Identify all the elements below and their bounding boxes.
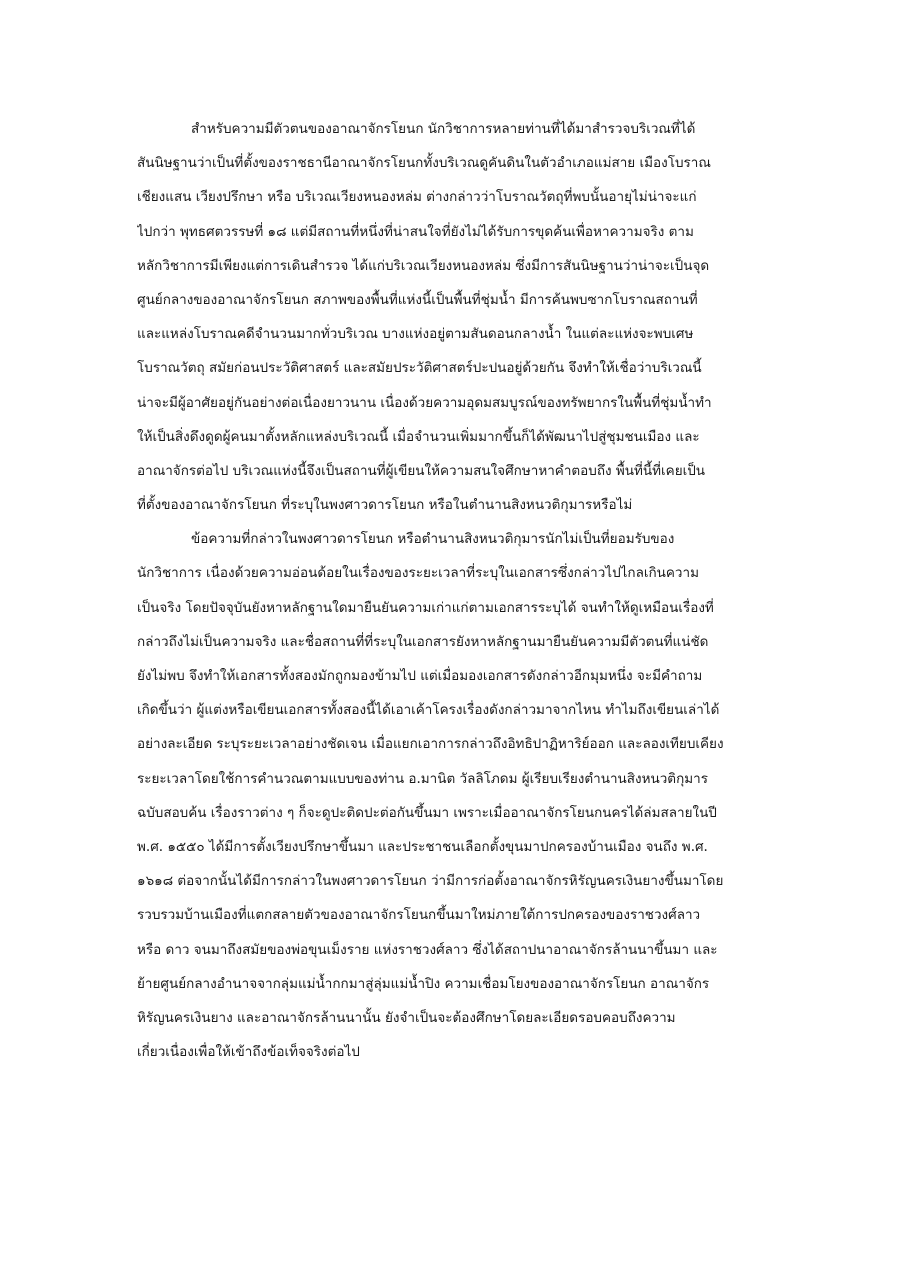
paragraph-2: [137, 522, 793, 1069]
text-line: โบราณวัตถุ สมัยก่อนประวัติศาสตร์ และสมัยประวัติศาสตร์ปะปนอยู่ด้วยกัน จึงทำให้เชื่อว่าบริเวณนี้: [137, 360, 702, 377]
text-line: อย่างละเอียด ระบุระยะเวลาอย่างชัดเจน เมื่อแยกเอาการกล่าวถึงอิทธิปาฏิหาริย์ออก และลองเทียบเคียง: [137, 736, 724, 753]
text-line: ๑๖๑๘ ต่อจากนั้นได้มีการกล่าวในพงศาวดารโยนก ว่ามีการก่อตั้งอาณาจักรหิรัญนครเงินยางขึ้นมาโดย: [137, 873, 724, 890]
text-line: นักวิชาการ เนื่องด้วยความอ่อนด้อยในเรื่องของระยะเวลาที่ระบุในเอกสารซึ่งกล่าวไปไกลเกินความ: [137, 565, 699, 582]
text-line: หลักวิชาการมีเพียงแต่การเดินสำรวจ ได้แก่บริเวณเวียงหนองหล่ม ซึ่งมีการสันนิษฐานว่าน่าจะเป็นจุด: [137, 257, 710, 274]
text-line: ให้เป็นสิ่งดึงดูดผู้คนมาตั้งหลักแหล่งบริเวณนี้ เมื่อจำนวนเพิ่มมากขึ้นก็ได้พัฒนาไปสู่ชุมชนเมือง และ: [137, 428, 700, 445]
text-line: พ.ศ. ๑๕๕๐ ได้มีการตั้งเวียงปรึกษาขึ้นมา และประชาชนเลือกตั้งขุนมาปกครองบ้านเมือง จนถึง พ.ศ.: [137, 838, 708, 855]
text-line: น่าจะมีผู้อาศัยอยู่กันอย่างต่อเนื่องยาวนาน เนื่องด้วยความอุดมสมบูรณ์ของทรัพยากรในพื้นที่ชุ่มน้ำทำ: [137, 394, 712, 411]
text-line: รวบรวมบ้านเมืองที่แตกสลายตัวของอาณาจักรโยนกขึ้นมาใหม่ภายใต้การปกครองของราชวงศ์ลาว: [137, 907, 701, 924]
text-line: และแหล่งโบราณคดีจำนวนมากทั่วบริเวณ บางแห่งอยู่ตามสันดอนกลางน้ำ ในแต่ละแห่งจะพบเศษ: [137, 326, 694, 343]
text-line: หรือ ดาว จนมาถึงสมัยของพ่อขุนเม็งราย แห่งราชวงศ์ลาว ซึ่งได้สถาปนาอาณาจักรล้านนาขึ้นมา และ: [137, 941, 718, 958]
text-line: ยังไม่พบ จึงทำให้เอกสารทั้งสองมักถูกมองข้ามไป แต่เมื่อมองเอกสารดังกล่าวอีกมุมหนึ่ง จะมีคำถาม: [137, 668, 703, 684]
text-line: กล่าวถึงไม่เป็นความจริง และชื่อสถานที่ที่ระบุในเอกสารยังหาหลักฐานมายืนยันความมีตัวตนที่แน่ชัด: [137, 633, 709, 650]
text-line: ฉบับสอบค้น เรื่องราวต่าง ๆ ก็จะดูปะติดปะต่อกันขึ้นมา เพราะเมื่ออาณาจักรโยนกนครได้ล่มสลายในปี: [137, 804, 717, 821]
text-line: ย้ายศูนย์กลางอำนาจจากลุ่มแม่น้ำกกมาสู่ลุ่มแม่น้ำปิง ความเชื่อมโยงของอาณาจักรโยนก อาณาจักร: [137, 975, 710, 992]
text-line: เป็นจริง โดยปัจจุบันยังหาหลักฐานใดมายืนยันความเก่าแก่ตามเอกสารระบุได้ จนทำให้ดูเหมือนเรื่องที่: [137, 599, 714, 616]
paragraph-1: [137, 112, 793, 522]
text-line: สันนิษฐานว่าเป็นที่ตั้งของราชธานีอาณาจักรโยนกทั้งบริเวณดูคันดินในตัวอำเภอแม่สาย เมืองโบราณ: [137, 155, 711, 172]
text-line: หิรัญนครเงินยาง และอาณาจักรล้านนานั้น ยังจำเป็นจะต้องศึกษาโดยละเอียดรอบคอบถึงความ: [137, 1009, 676, 1026]
text-line: เกี่ยวเนื่องเพื่อให้เข้าถึงข้อเท็จจริงต่อไป: [137, 1044, 360, 1061]
text-line: เชียงแสน เวียงปรึกษา หรือ บริเวณเวียงหนองหล่ม ต่างกล่าวว่าโบราณวัตถุที่พบนั้นอายุไม่น่าจะแก่: [137, 189, 697, 206]
text-line: สำหรับความมีตัวตนของอาณาจักรโยนก นักวิชาการหลายท่านที่ได้มาสำรวจบริเวณที่ได้: [191, 121, 696, 137]
text-line: ข้อความที่กล่าวในพงศาวดารโยนก หรือตำนานสิงหนวติกุมารนักไม่เป็นที่ยอมรับของ: [191, 531, 675, 548]
text-line: อาณาจักรต่อไป บริเวณแห่งนี้จึงเป็นสถานที่ผู้เขียนให้ความสนใจศึกษาหาคำตอบถึง พื้นที่นี้ที่เคยเป็น: [137, 462, 706, 479]
text-line: ที่ตั้งของอาณาจักรโยนก ที่ระบุในพงศาวดารโยนก หรือในตำนานสิงหนวติกุมารหรือไม่: [137, 497, 633, 514]
text-line: ศูนย์กลางของอาณาจักรโยนก สภาพของพื้นที่แห่งนี้เป็นพื้นที่ชุ่มน้ำ มีการค้นพบซากโบราณสถานที่: [137, 291, 698, 308]
text-line: ระยะเวลาโดยใช้การคำนวณตามแบบของท่าน อ.มานิต วัลลิโภดม ผู้เรียบเรียงตำนานสิงหนวติกุมาร: [137, 770, 708, 787]
text-line: เกิดขึ้นว่า ผู้แต่งหรือเขียนเอกสารทั้งสองนี้ได้เอาเค้าโครงเรื่องดังกล่าวมาจากไหน ทำไมถึงเขียนเล่าได้: [137, 702, 720, 719]
text-line: ไปกว่า พุทธศตวรรษที่ ๑๘ แต่มีสถานที่หนึ่งที่น่าสนใจที่ยังไม่ได้รับการขุดค้นเพื่อหาความจริง ตาม: [137, 223, 694, 240]
document-body: [137, 112, 793, 1069]
